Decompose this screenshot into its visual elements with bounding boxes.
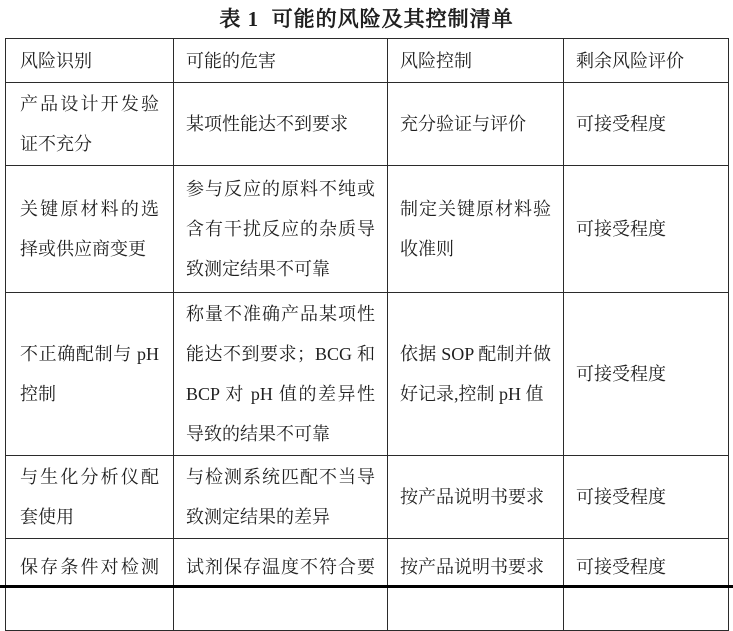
page-title: 表 1 可能的风险及其控制清单 [219, 7, 514, 31]
table-row [6, 293, 729, 456]
risk-cell: 不正确配制与 pH 控制 [6, 293, 174, 456]
control-cell: 按产品说明书要求 [388, 539, 564, 631]
residual-cell: 可接受程度 [564, 539, 729, 631]
header-row [6, 39, 729, 83]
residual-cell: 可接受程度 [564, 293, 729, 456]
table-row [6, 456, 729, 539]
control-cell: 按产品说明书要求 [388, 456, 564, 539]
risk-cell: 保存条件对检测 [6, 539, 174, 631]
bottom-cut-edge [0, 585, 733, 588]
harm-cell: 参与反应的原料不纯或含有干扰反应的杂质导致测定结果不可靠 [174, 166, 388, 293]
risk-control-table [5, 38, 729, 631]
risk-cell: 关键原材料的选择或供应商变更 [6, 166, 174, 293]
header-risk-control: 风险控制 [388, 39, 564, 83]
control-cell: 充分验证与评价 [388, 83, 564, 166]
harm-cell: 某项性能达不到要求 [174, 83, 388, 166]
harm-cell: 与检测系统匹配不当导致测定结果的差异 [174, 456, 388, 539]
residual-cell: 可接受程度 [564, 83, 729, 166]
header-residual-risk-evaluation: 剩余风险评价 [564, 39, 729, 83]
residual-cell: 可接受程度 [564, 456, 729, 539]
header-possible-harm: 可能的危害 [174, 39, 388, 83]
control-cell: 制定关键原材料验收准则 [388, 166, 564, 293]
harm-cell: 试剂保存温度不符合要 [174, 539, 388, 631]
header-risk-identification: 风险识别 [6, 39, 174, 83]
risk-cell: 与生化分析仪配套使用 [6, 456, 174, 539]
risk-cell: 产品设计开发验证不充分 [6, 83, 174, 166]
table-row [6, 166, 729, 293]
table-row [6, 83, 729, 166]
harm-cell: 称量不准确产品某项性能达不到要求；BCG 和 BCP 对 pH 值的差异性导致的结果不可靠 [174, 293, 388, 456]
control-cell: 依据 SOP 配制并做好记录,控制 pH 值 [388, 293, 564, 456]
residual-cell: 可接受程度 [564, 166, 729, 293]
